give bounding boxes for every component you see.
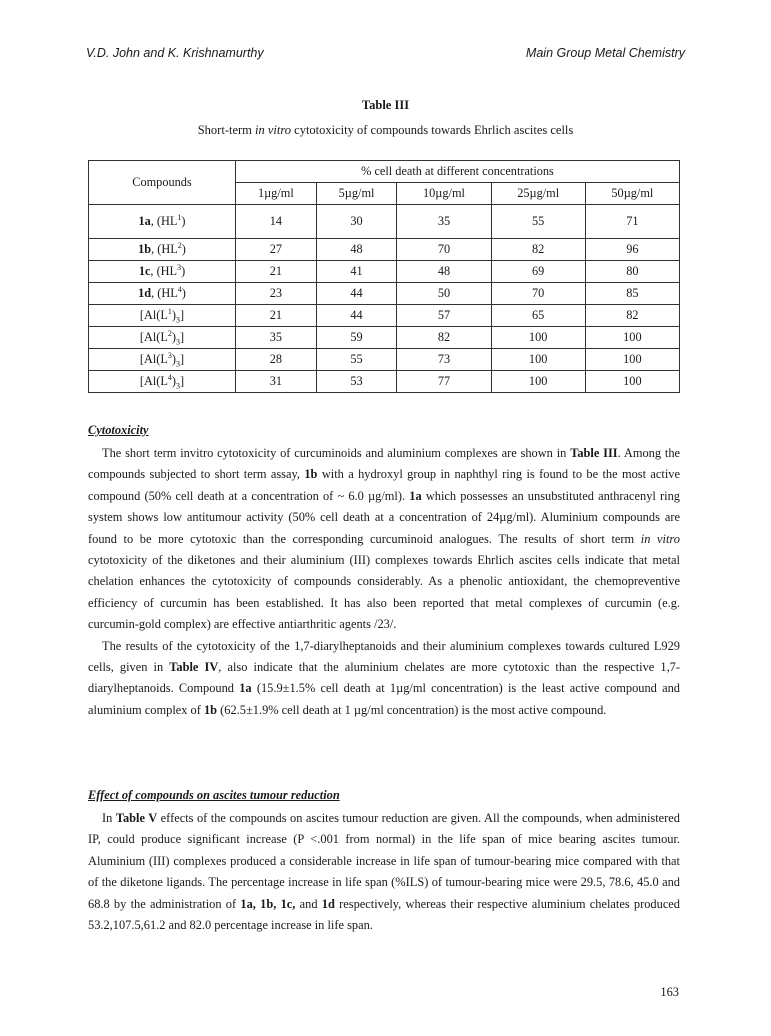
value-cell: 82 (397, 327, 491, 349)
value-cell: 41 (316, 261, 397, 283)
table-row (89, 371, 680, 393)
value-cell: 65 (491, 305, 585, 327)
value-cell: 30 (316, 205, 397, 239)
section-heading-effect: Effect of compounds on ascites tumour reduction (88, 788, 340, 802)
value-cell: 48 (397, 261, 491, 283)
compound-cell: $[Al(L^4)_3]$ (89, 371, 236, 393)
table-row (89, 349, 680, 371)
table-caption: Short-term in vitro cytotoxicity of compounds towards Ehrlich ascites cells (197, 123, 574, 137)
running-header (86, 46, 685, 66)
value-cell: 70 (491, 283, 585, 305)
value-cell: 80 (585, 261, 679, 283)
conc-header: 5µg/ml (316, 183, 397, 205)
value-cell: 71 (585, 205, 679, 239)
table-title: Table III (361, 98, 410, 112)
value-cell: 57 (397, 305, 491, 327)
conc-header: 25µg/ml (491, 183, 585, 205)
value-cell: 100 (585, 371, 679, 393)
header-authors: V.D. John and K. Krishnamurthy (86, 46, 264, 60)
value-cell: 69 (491, 261, 585, 283)
value-cell: 50 (397, 283, 491, 305)
value-cell: 28 (236, 349, 317, 371)
value-cell: 48 (316, 239, 397, 261)
value-cell: 55 (491, 205, 585, 239)
value-cell: 31 (236, 371, 317, 393)
value-cell: 100 (491, 349, 585, 371)
value-cell: 23 (236, 283, 317, 305)
value-cell: 85 (585, 283, 679, 305)
value-cell: 35 (236, 327, 317, 349)
value-cell: 35 (397, 205, 491, 239)
table-row (89, 261, 680, 283)
conc-header: 10µg/ml (397, 183, 491, 205)
table-row (89, 239, 680, 261)
value-cell: 59 (316, 327, 397, 349)
value-cell: 100 (585, 327, 679, 349)
value-cell: 44 (316, 283, 397, 305)
value-cell: 96 (585, 239, 679, 261)
value-cell: 100 (491, 371, 585, 393)
value-cell: 44 (316, 305, 397, 327)
value-cell: 73 (397, 349, 491, 371)
table-row (89, 283, 680, 305)
value-cell: 27 (236, 239, 317, 261)
compound-cell: $[Al(L^2)_3]$ (89, 327, 236, 349)
header-journal: Main Group Metal Chemistry (525, 46, 685, 60)
value-cell: 53 (316, 371, 397, 393)
value-cell: 55 (316, 349, 397, 371)
value-cell: 82 (491, 239, 585, 261)
compound-cell: 1d, $(HL^4)$ (89, 283, 236, 305)
col-header-compounds: Compounds (89, 161, 236, 205)
table-row (89, 205, 680, 239)
value-cell: 70 (397, 239, 491, 261)
value-cell: 21 (236, 305, 317, 327)
col-group-header: % cell death at different concentrations (236, 161, 680, 183)
table-row (89, 305, 680, 327)
value-cell: 100 (491, 327, 585, 349)
value-cell: 77 (397, 371, 491, 393)
value-cell: 14 (236, 205, 317, 239)
body-text-cytotoxicity: The short term invitro cytotoxicity of curcuminoids and aluminium complexes are shown in Table III. Among the compounds subjected to short term assay, 1b with a hydroxyl group in naphthyl ring is found to be the most active compound (50% cell death at a concentration of ~ 6.0 µg/ml). 1a which possesses an unsubstituted anthracenyl ring system shows low antitumour activity (50% cell death at a concentration of 24µg/ml). Aluminium compounds are found to be more cytotoxic than the corresponding curcuminoid analogues. The results of short term in vitro cytotoxicity of the diketones and their aluminium (III) complexes towards Ehrlich ascites cells indicate that metal chelation enhances the cytotoxicity of compounds considerably. As a phenolic antioxidant, the chemopreventive efficiency of curcumin has been established. It has also been reported that metal complexes of curcumin (e.g. curcumin-gold complex) are effective antiarthritic agents /23/. The results of the cytotoxicity of the 1,7-diarylheptanoids and their aluminium complexes towards cultured L929 cells, given in Table IV, also indicate that the aluminium chelates are more cytotoxic than the respective 1,7-diarylheptanoids. Compound 1a (15.9±1.5% cell death at 1µg/ml concentration) is the least active compound and aluminium complex of 1b (62.5±1.9% cell death at 1 µg/ml concentration) is the most active compound. (88, 446, 681, 717)
table-row (89, 327, 680, 349)
page-number: 163 (660, 985, 679, 999)
compound-cell: $[Al(L^3)_3]$ (89, 349, 236, 371)
compound-cell: 1c, $(HL^3)$ (89, 261, 236, 283)
value-cell: 21 (236, 261, 317, 283)
conc-header: 50µg/ml (585, 183, 679, 205)
value-cell: 100 (585, 349, 679, 371)
body-text-effect: In Table V effects of the compounds on ascites tumour reduction are given. All the compounds, when administered IP, could produce significant increase (P <.001 from normal) in the life span of mice bearing ascites tumour. Aluminium (III) complexes produced a considerable increase in life span of tumour-bearing mice compared with that of the diketone ligands. The percentage increase in life span (%ILS) of tumour-bearing mice were 29.5, 78.6, 45.0 and 68.8 by the administration of 1a, 1b, 1c, and 1d respectively, whereas their respective aluminium chelates produced 53.2,107.5,61.2 and 82.0 percentage increase in life span. (88, 811, 681, 933)
section-heading-cytotoxicity: Cytotoxicity (88, 423, 149, 437)
compound-cell: 1a, $(HL^1)$ (89, 205, 236, 239)
cytotoxicity-table (88, 160, 680, 393)
conc-header: 1µg/ml (236, 183, 317, 205)
value-cell: 82 (585, 305, 679, 327)
compound-cell: $[Al(L^1)_3]$ (89, 305, 236, 327)
compound-cell: 1b, $(HL^2)$ (89, 239, 236, 261)
